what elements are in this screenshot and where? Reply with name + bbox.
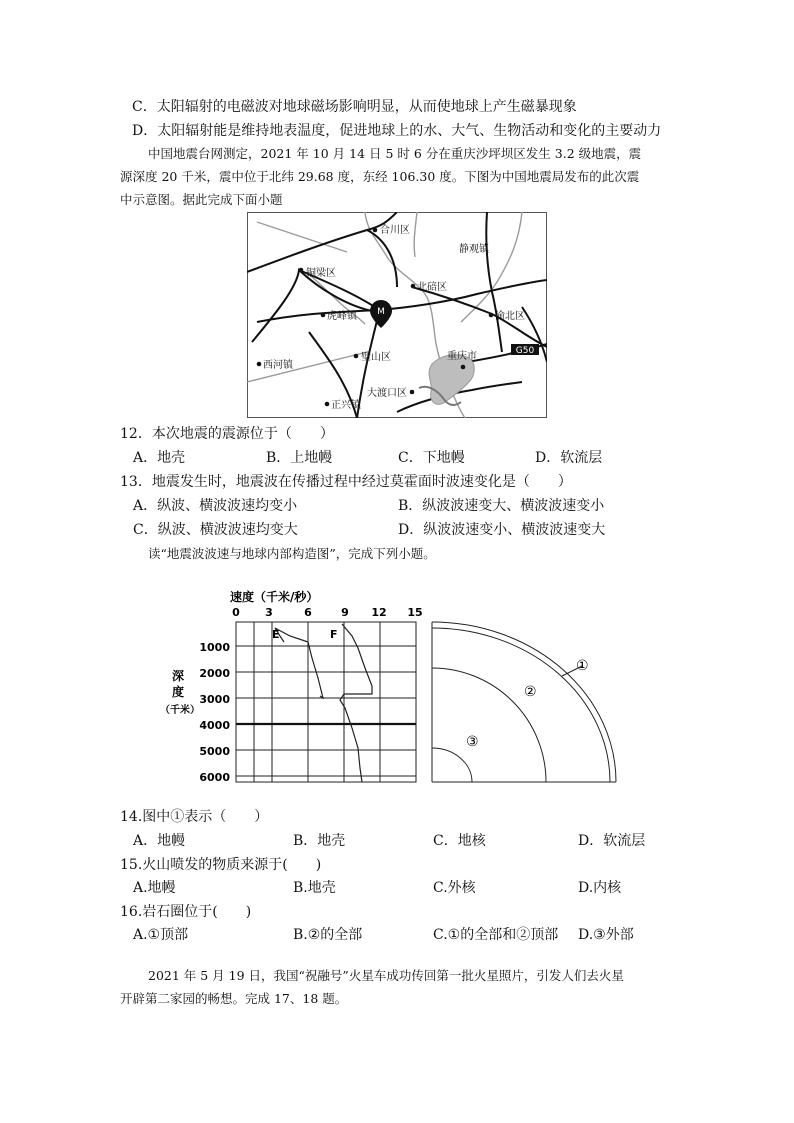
q13-option-d: D．纵波波速变小、横波波速变大 [398, 522, 606, 538]
q15-option-a: A.地幔 [133, 880, 176, 896]
q15-option-d: D.内核 [578, 880, 622, 896]
q14-option-c: C．地核 [433, 833, 486, 849]
x-tick-0: 0 [232, 606, 240, 619]
x-tick-3: 3 [265, 606, 273, 619]
y-tick-1000: 1000 [199, 641, 230, 654]
q15-stem: 15.火山喷发的物质来源于( ) [120, 857, 322, 873]
q13-stem: 13．地震发生时，地震波在传播过程中经过莫霍面时波速变化是（ ） [120, 474, 572, 490]
mars-intro-line1: 2021 年 5 月 19 日，我国“祝融号”火星车成功传回第一批火星照片，引发人们去火星 [148, 968, 624, 983]
x-tick-12: 12 [371, 606, 387, 619]
q14-option-a: A．地幔 [133, 833, 186, 849]
q13-option-c: C．纵波、横波波速均变大 [133, 522, 298, 538]
speed-axis-title: 速度（千米/秒） [230, 590, 319, 604]
q13-option-a: A．纵波、横波波速均变小 [133, 498, 298, 514]
quake-intro-line2: 源深度 20 千米，震中位于北纬 29.68 度，东经 106.30 度。下图为中国地震局发布的此次震 [120, 169, 640, 184]
y-title-3: （千米） [160, 705, 200, 716]
highway-g50-label: G50 [515, 346, 535, 356]
q13-option-b: B．纵波波速变大、横波波速变小 [398, 498, 605, 514]
label-tongliang: 铜梁区 [306, 268, 336, 279]
seismic-wave-figure [160, 588, 630, 788]
label-dadukou: 大渡口区 [367, 388, 407, 399]
q15-option-b: B.地壳 [293, 880, 336, 896]
curve-e-label: E [272, 628, 280, 641]
curve-f-label: F [330, 628, 338, 641]
label-beibei: 北碚区 [417, 282, 447, 293]
q12-stem: 12．本次地震的震源位于（ ） [120, 426, 334, 442]
q16-stem: 16.岩石圈位于( ) [120, 904, 252, 920]
y-title-1: 深 [172, 669, 185, 683]
label-xihe: 西河镇 [263, 360, 293, 371]
y-tick-4000: 4000 [199, 719, 230, 732]
label-jingguan: 静观镇 [459, 244, 489, 255]
y-title-2: 度 [172, 685, 185, 699]
label-bishan: 璧山区 [361, 352, 391, 363]
mars-intro-line2: 开辟第二家园的畅想。完成 17、18 题。 [120, 991, 348, 1006]
y-tick-3000: 3000 [199, 693, 230, 706]
layer-1-label: ① [576, 658, 589, 674]
label-chongqing: 重庆市 [447, 351, 477, 362]
earthquake-map [247, 212, 547, 418]
y-tick-2000: 2000 [199, 667, 230, 680]
q16-option-a: A.①顶部 [133, 927, 189, 943]
x-tick-15: 15 [407, 606, 423, 619]
label-hechuan: 合川区 [380, 225, 410, 236]
q14-stem: 14.图中①表示（ ） [120, 809, 269, 825]
q16-option-c: C.①的全部和②顶部 [433, 927, 559, 943]
q14-option-b: B．地壳 [293, 833, 346, 849]
label-hufeng: 虎峰镇 [327, 311, 357, 322]
label-zhengxing: 正兴镇 [331, 400, 361, 411]
q16-option-d: D.③外部 [578, 927, 634, 943]
option-d-prev: D．太阳辐射能是维持地表温度，促进地球上的水、大气、生物活动和变化的主要动力 [132, 123, 662, 139]
q12-option-d: D．软流层 [535, 450, 603, 466]
q12-option-b: B．上地幔 [266, 450, 333, 466]
x-tick-6: 6 [304, 606, 312, 619]
y-tick-5000: 5000 [199, 745, 230, 758]
quake-intro-line3: 中示意图。据此完成下面小题 [120, 192, 283, 207]
quake-intro-line1: 中国地震台网测定，2021 年 10 月 14 日 5 时 6 分在重庆沙坪坝区发生 3.2 级地震，震 [148, 146, 642, 161]
layer-2-label: ② [524, 684, 537, 700]
q12-option-a: A．地壳 [133, 450, 186, 466]
x-tick-9: 9 [341, 606, 349, 619]
intro-figure2: 读“地震波波速与地球内部构造图”，完成下列小题。 [148, 546, 436, 561]
q12-option-c: C．下地幔 [398, 450, 465, 466]
label-yubei: 渝北区 [495, 311, 525, 322]
q16-option-b: B.②的全部 [293, 927, 363, 943]
marker-label: M [377, 307, 385, 317]
y-tick-6000: 6000 [199, 771, 230, 784]
q15-option-c: C.外核 [433, 880, 476, 896]
layer-3-label: ③ [466, 734, 479, 750]
q14-option-d: D．软流层 [578, 833, 646, 849]
option-c-prev: C．太阳辐射的电磁波对地球磁场影响明显，从而使地球上产生磁暴现象 [132, 99, 577, 115]
